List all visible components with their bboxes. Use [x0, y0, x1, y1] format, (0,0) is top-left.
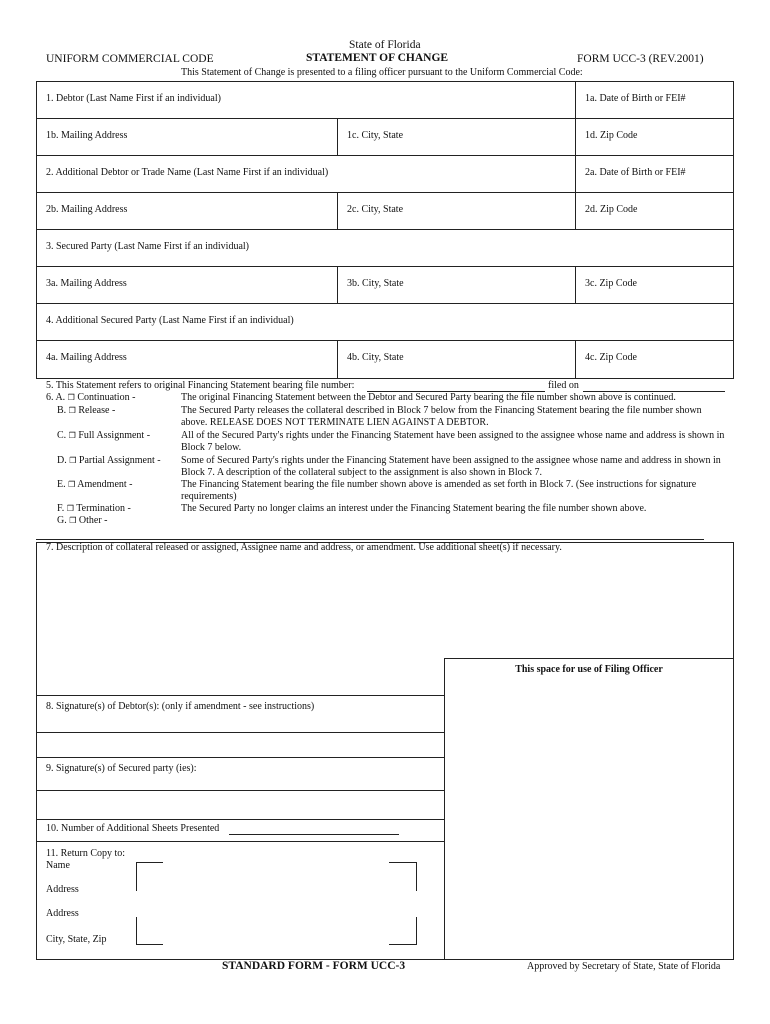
additional-debtor-zip-field[interactable]: 2d. Zip Code [585, 204, 638, 215]
option-name: Termination - [76, 503, 131, 514]
debtor-signature-line[interactable] [36, 732, 444, 733]
option-name: Continuation - [77, 392, 136, 403]
additional-sheets-line[interactable] [229, 834, 399, 835]
row-additional-debtor [37, 156, 733, 193]
row-secured-party [37, 230, 733, 267]
option-letter: 6. A. [46, 392, 66, 403]
additional-debtor-dob-field[interactable]: 2a. Date of Birth or FEI# [585, 167, 686, 178]
option-termination[interactable] [57, 503, 131, 514]
option-full-assignment[interactable] [57, 430, 150, 441]
return-city-label: City, State, Zip [46, 934, 107, 945]
secured-zip-field[interactable]: 3c. Zip Code [585, 278, 637, 289]
return-name-label: Name [46, 860, 70, 871]
option-letter: F. [57, 503, 65, 514]
form-id: FORM UCC-3 (REV.2001) [577, 53, 704, 65]
row-secured-address [37, 267, 733, 304]
row-debtor-address [37, 119, 733, 156]
return-address-label-1: Address [46, 884, 79, 895]
additional-debtor-city-field[interactable]: 2c. City, State [338, 193, 576, 229]
debtor-field[interactable]: 1. Debtor (Last Name First if an individual) [37, 82, 576, 118]
block11-label: 11. Return Copy to: [46, 848, 126, 859]
option-name: Partial Assignment - [78, 455, 161, 466]
filing-officer-divider [444, 658, 445, 960]
option-letter: B. [57, 405, 67, 416]
collateral-description-area[interactable] [36, 552, 734, 658]
checkbox-icon[interactable]: ❒ [68, 480, 76, 489]
debtor-dob-field[interactable]: 1a. Date of Birth or FEI# [585, 93, 686, 104]
checkbox-icon[interactable]: ❒ [69, 516, 77, 525]
additional-debtor-field[interactable]: 2. Additional Debtor or Trade Name (Last Name First if an individual) [37, 156, 576, 192]
checkbox-icon[interactable]: ❒ [67, 393, 75, 402]
debtor-zip-field[interactable]: 1d. Zip Code [585, 130, 638, 141]
form-category: UNIFORM COMMERCIAL CODE [46, 53, 214, 65]
option-other[interactable] [57, 515, 108, 526]
footer-approved: Approved by Secretary of State, State of Florida [527, 961, 721, 972]
filing-officer-label: This space for use of Filing Officer [515, 664, 663, 675]
additional-secured-zip-field[interactable]: 4c. Zip Code [585, 352, 637, 363]
option-amendment[interactable] [57, 479, 133, 490]
option-letter: G. [57, 515, 67, 526]
block9-label: 9. Signature(s) of Secured party (ies): [46, 763, 197, 774]
secured-party-field[interactable]: 3. Secured Party (Last Name First if an individual) [46, 241, 250, 252]
checkbox-icon[interactable]: ❒ [66, 504, 74, 513]
option-release[interactable] [57, 405, 115, 416]
option-letter: C. [57, 430, 67, 441]
amendment-desc: The Financing Statement bearing the file number shown above is amended as set forth in Block 7. (See instructions for signature requirements) [181, 479, 697, 503]
block11-top [36, 841, 444, 842]
option-name: Full Assignment - [78, 430, 151, 441]
party-grid [36, 81, 734, 379]
block9-top [36, 757, 444, 758]
option-name: Release - [78, 405, 116, 416]
state-name: State of Florida [349, 39, 421, 51]
additional-secured-address-field[interactable]: 4a. Mailing Address [37, 341, 338, 378]
checkbox-icon[interactable]: ❒ [69, 456, 77, 465]
block8-label: 8. Signature(s) of Debtor(s): (only if amendment - see instructions) [46, 701, 315, 712]
option-letter: D. [57, 455, 67, 466]
other-line[interactable] [36, 539, 704, 540]
row-additional-debtor-address [37, 193, 733, 230]
release-desc: The Secured Party releases the collateral described in Block 7 below from the Financing Statement bearing the file number shown above. RELEASE DOES NOT TERMINATE LIEN AGAINST A DEBTOR. [181, 405, 702, 429]
checkbox-icon[interactable]: ❒ [68, 431, 76, 440]
full-assignment-desc: All of the Secured Party's rights under the Financing Statement have been assigned to the assignee whose name and address is shown in Block 7 below. [181, 430, 725, 454]
secured-signature-line[interactable] [36, 790, 444, 791]
termination-desc: The Secured Party no longer claims an interest under the Financing Statement bearing the file number shown above. [181, 503, 647, 514]
continuation-desc: The original Financing Statement between the Debtor and Secured Party bearing the file number shown above is continued. [181, 392, 676, 403]
checkbox-icon[interactable]: ❒ [68, 406, 76, 415]
option-continuation[interactable] [46, 392, 135, 403]
option-name: Amendment - [77, 479, 133, 490]
block5-label: 5. This Statement refers to original Financing Statement bearing file number: [46, 380, 355, 391]
footer-title: STANDARD FORM - FORM UCC-3 [222, 960, 406, 972]
filed-on-label: filed on [548, 380, 579, 391]
option-letter: E. [57, 479, 66, 490]
option-partial-assignment[interactable] [57, 455, 161, 466]
block7-label: 7. Description of collateral released or assigned, Assignee name and address, or amendment. Use additional sheet(s) if necessary. [46, 542, 562, 553]
block10-label: 10. Number of Additional Sheets Presented [46, 823, 220, 834]
row-additional-secured-address [37, 341, 733, 378]
block8-top [36, 695, 444, 696]
secured-city-field[interactable]: 3b. City, State [338, 267, 576, 303]
row-debtor [37, 82, 733, 119]
secured-address-field[interactable]: 3a. Mailing Address [37, 267, 338, 303]
debtor-city-field[interactable]: 1c. City, State [338, 119, 576, 155]
option-name: Other - [78, 515, 108, 526]
form-title: STATEMENT OF CHANGE [306, 52, 449, 64]
partial-assignment-desc: Some of Secured Party's rights under the Financing Statement have been assigned to the assignee whose name and address in shown in Block 7. A description of the collateral subject to the assignment is also shown in Block 7. [181, 455, 721, 479]
return-address-label-2: Address [46, 908, 79, 919]
filing-officer-top [444, 658, 734, 659]
intro-text: This Statement of Change is presented to a filing officer pursuant to the Uniform Commercial Code: [181, 67, 583, 78]
debtor-address-field[interactable]: 1b. Mailing Address [37, 119, 338, 155]
additional-debtor-address-field[interactable]: 2b. Mailing Address [37, 193, 338, 229]
additional-secured-city-field[interactable]: 4b. City, State [338, 341, 576, 378]
block10-top [36, 819, 444, 820]
additional-secured-field[interactable]: 4. Additional Secured Party (Last Name First if an individual) [46, 315, 294, 326]
row-additional-secured [37, 304, 733, 341]
